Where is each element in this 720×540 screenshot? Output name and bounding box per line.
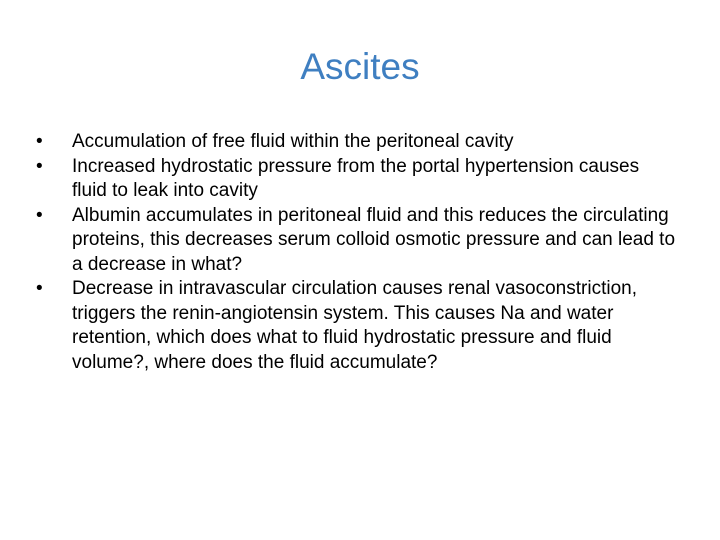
bullet-list: [36, 130, 676, 375]
bullet-marker: •: [36, 155, 43, 177]
bullet-item: [36, 277, 676, 375]
bullet-marker: •: [36, 278, 43, 299]
bullet-item: [36, 130, 676, 155]
bullet-text: Increased hydrostatic pressure from the portal hypertension causes fluid to leak into cavity: [72, 155, 640, 201]
bullet-text: Albumin accumulates in peritoneal fluid and this reduces the circulating proteins, this decreases serum colloid osmotic pressure and can lead to a decrease in what?: [72, 204, 676, 275]
bullet-marker: •: [36, 204, 43, 226]
bullet-item: [36, 155, 676, 204]
slide-title: Ascites: [300, 46, 420, 87]
bullet-text: Accumulation of free fluid within the peritoneal cavity: [72, 131, 514, 152]
bullet-item: [36, 204, 676, 278]
bullet-marker: •: [36, 131, 43, 152]
bullet-text: Decrease in intravascular circulation causes renal vasoconstriction, triggers the renin-angiotensin system. This causes Na and water retention, which does what to fluid hydrostatic pressure and fluid volume?, where does the fluid accumulate?: [72, 278, 637, 373]
